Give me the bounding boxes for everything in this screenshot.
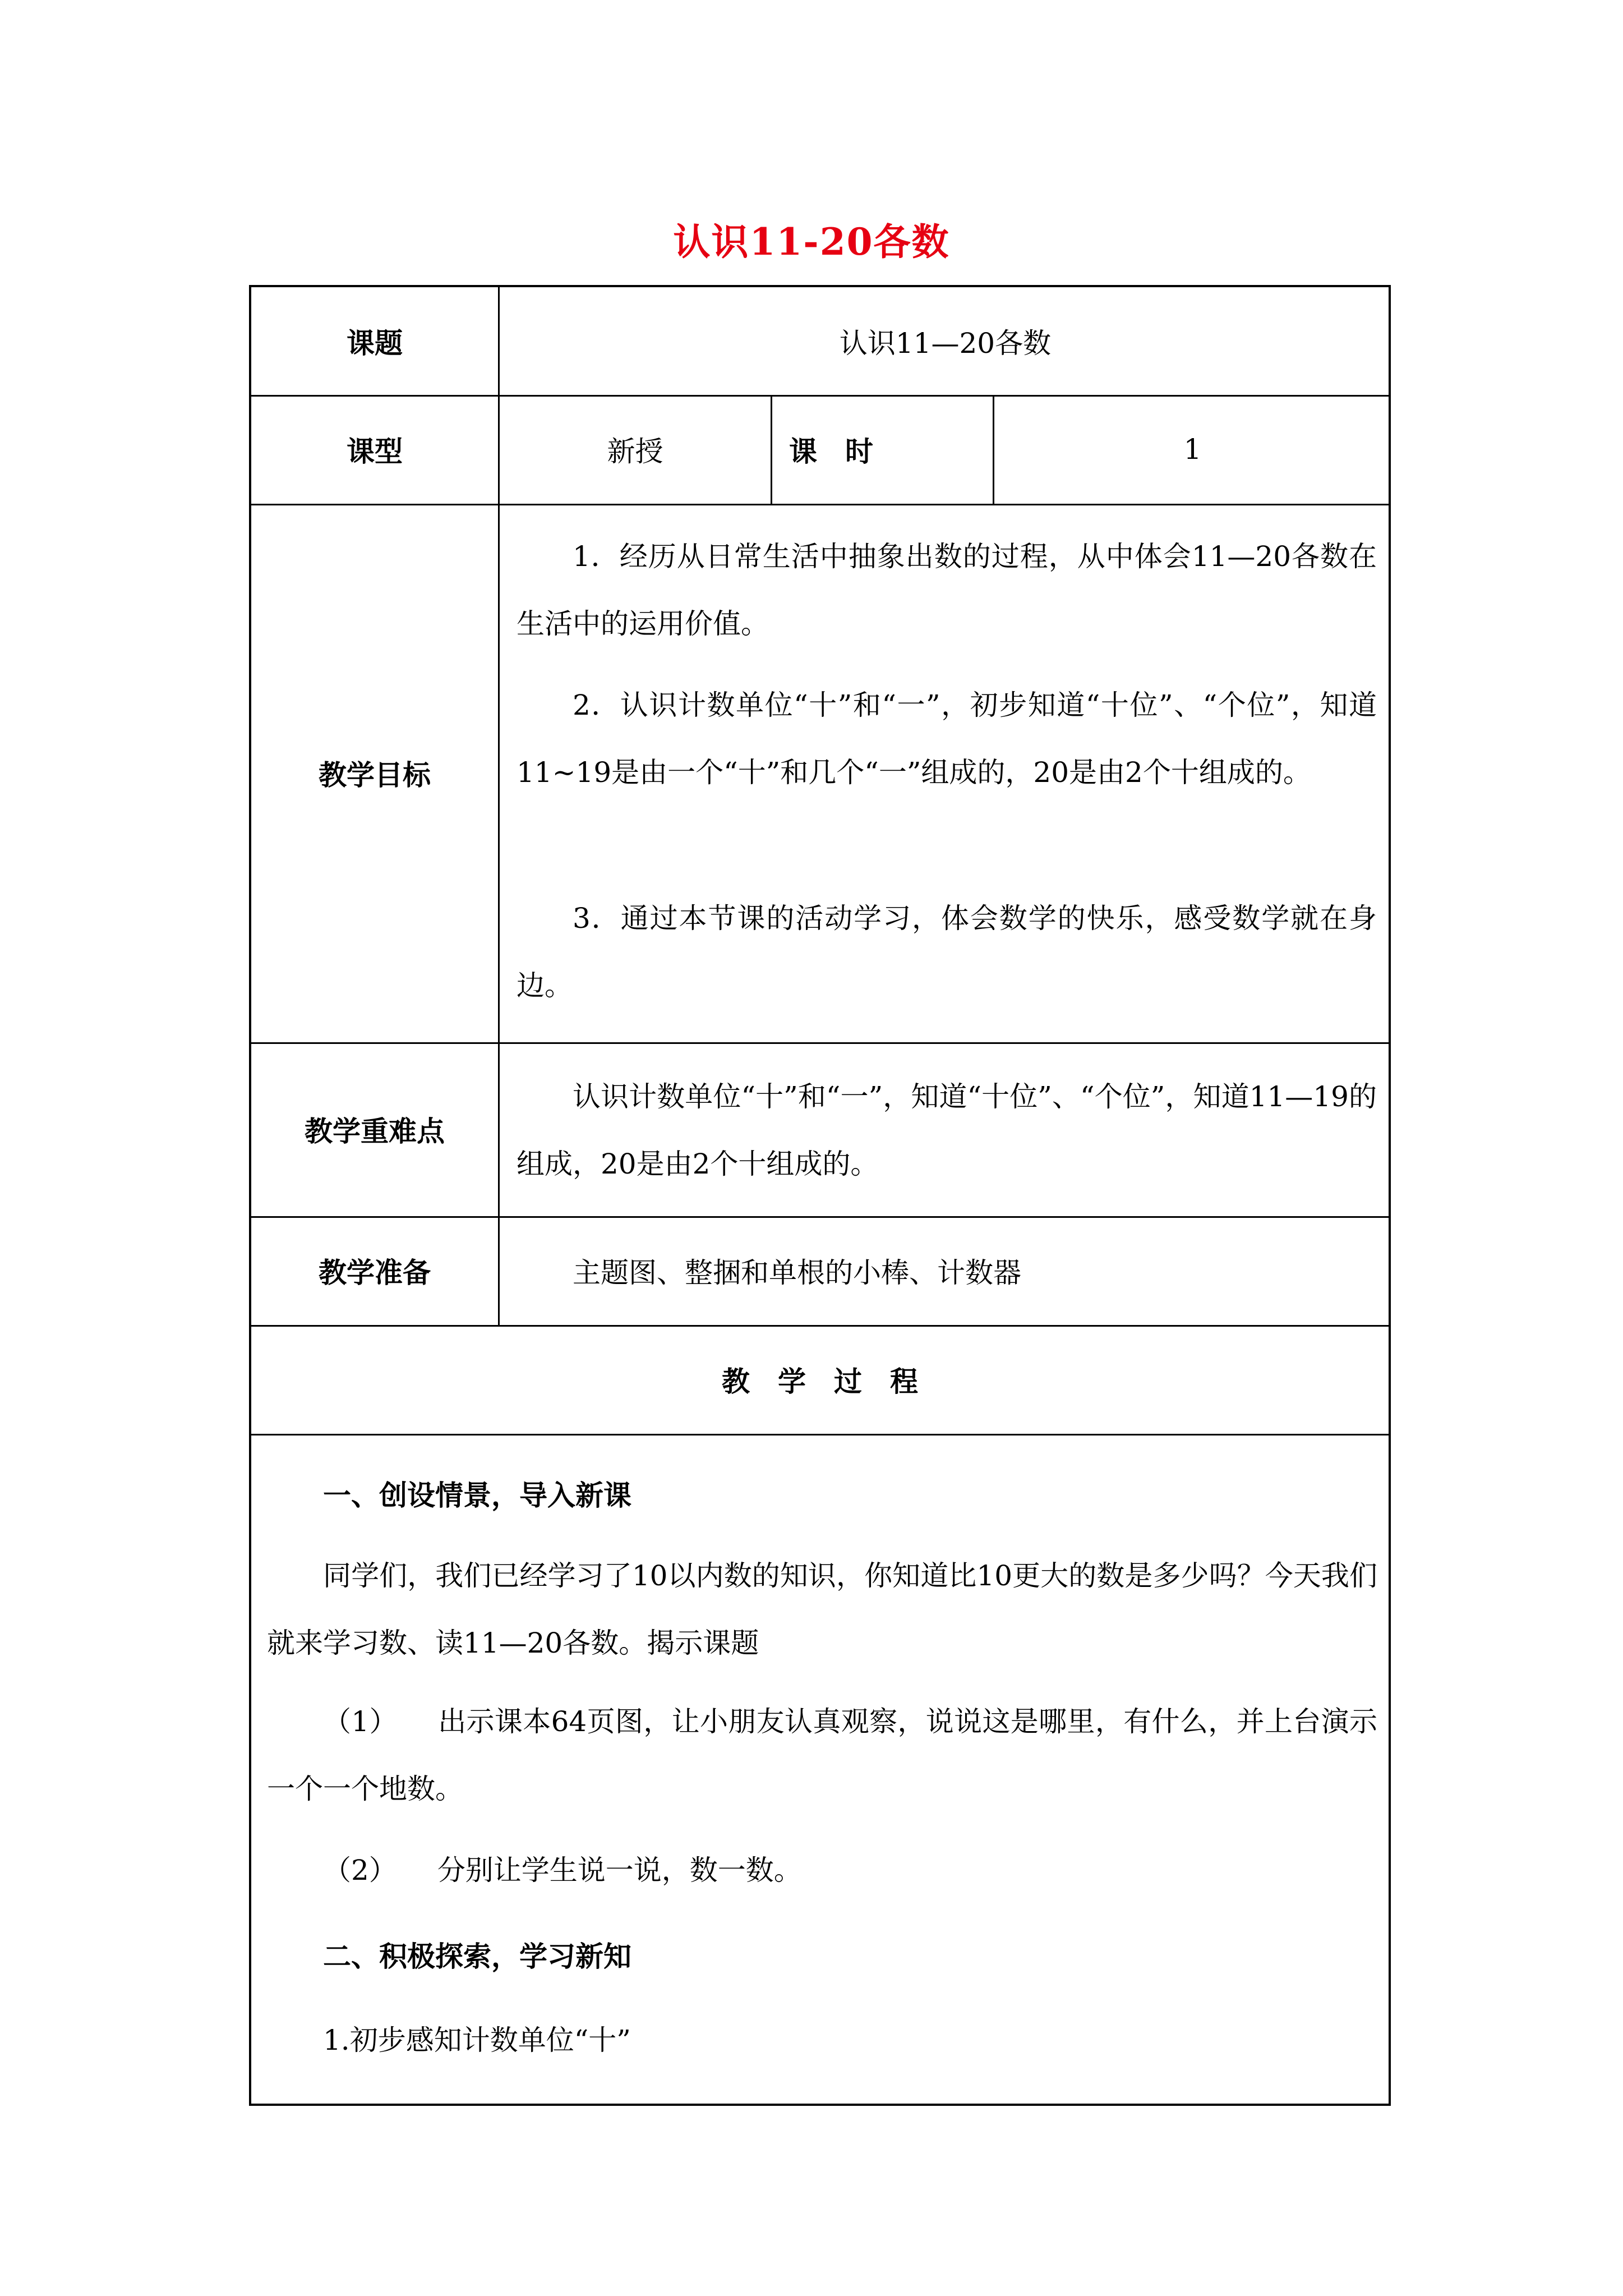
goal-item-2: 2．认识计数单位“十”和“一”，初步知道“十位”、“个位”，知道11~19是由一个“十”和几个“一”组成的，20是由2个十组成的。 [517,689,1377,789]
goals-label: 教学目标 [319,758,431,792]
document-title: 认识11-20各数 [673,220,950,264]
keypoints-text: 认识计数单位“十”和“一”，知道“十位”、“个位”，知道11—19的组成，20是由2个十组成的。 [517,1080,1377,1180]
type-label: 课型 [347,435,403,468]
step1 [267,1688,1377,1823]
prep-text: 主题图、整捆和单根的小棒、计数器 [573,1257,1021,1289]
section2-heading: 二、积极探索，学习新知 [323,1940,631,1973]
topic-label: 课题 [347,326,403,360]
section1-heading: 一、创设情景，导入新课 [323,1479,631,1512]
type-value: 新授 [607,435,663,468]
goal-item-3: 3．通过本节课的活动学习，体会数学的快乐，感受数学就在身边。 [517,902,1377,1002]
goal-item-1: 1．经历从日常生活中抽象出数的过程，从中体会11—20各数在生活中的运用价值。 [517,540,1377,640]
topic-value: 认识11—20各数 [839,327,1052,360]
step2 [267,1837,1377,1904]
period-value: 1 [1183,433,1202,466]
row-divider [251,1434,1389,1435]
prep-label: 教学准备 [319,1256,431,1289]
period-label: 课 时 [789,435,873,468]
section1-intro: 同学们，我们已经学习了10以内数的知识，你知道比10更大的数是多少吗？今天我们就来学习数、读11—20各数。揭示课题 [267,1559,1377,1659]
step2-number: （2） [323,1854,397,1887]
section2-item1: 1.初步感知计数单位“十” [323,2024,631,2056]
step2-text: 分别让学生说一说，数一数。 [437,1854,802,1887]
lesson-plan-table [249,285,1391,2106]
process-header: 教 学 过 程 [722,1365,918,1398]
step1-text: 出示课本64页图，让小朋友认真观察，说说这是哪里，有什么，并上台演示一个一个地数。 [267,1705,1377,1805]
step1-number: （1） [323,1705,398,1738]
keypoints-label: 教学重难点 [305,1115,445,1148]
